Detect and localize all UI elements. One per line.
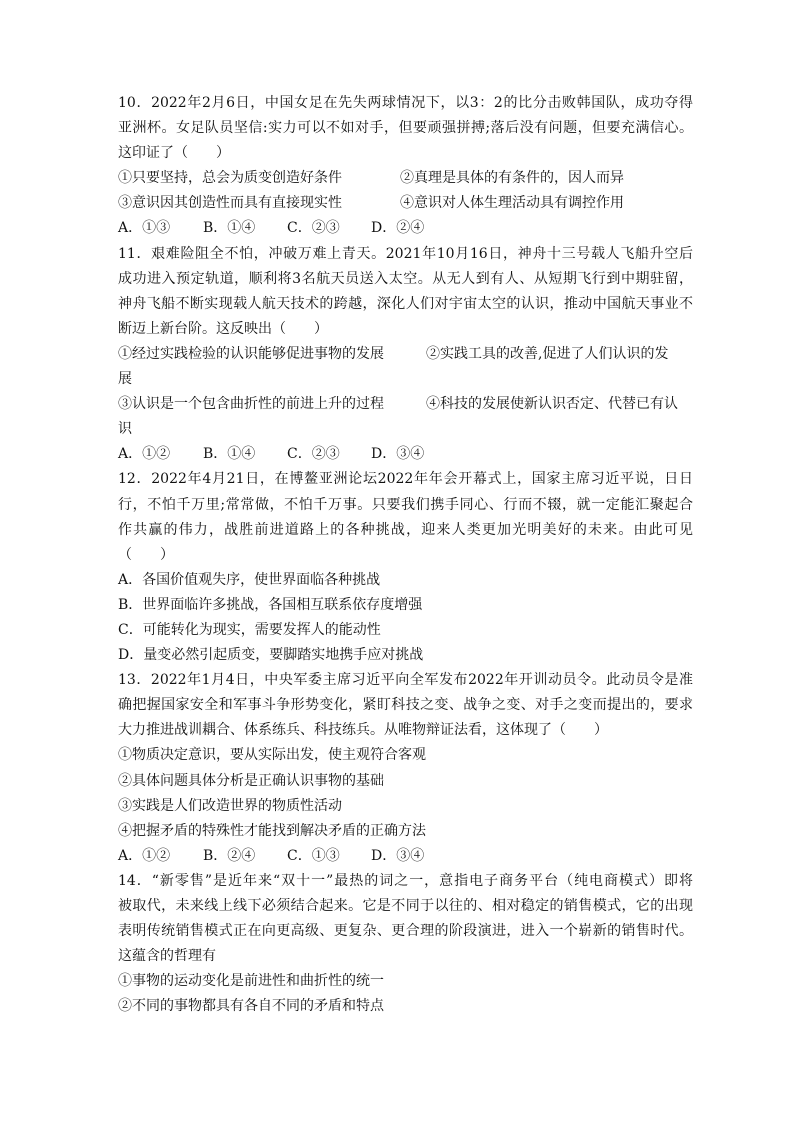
choice-d: D．量变必然引起质变，要脚踏实地携手应对挑战 [118, 647, 424, 664]
question-stem-line: 行，不怕千万里;常常做，不怕千万事。只要我们携手同心、行而不辍，就一定能汇聚起合 [118, 496, 693, 513]
question-stem-line: 表明传统销售模式正在向更高级、更复杂、更合理的阶段演进，进入一个崭新的销售时代。 [118, 923, 693, 940]
question-13 [118, 668, 693, 869]
question-stem-line: 大力推进战训耦合、体系练兵、科技练兵。从唯物辩证法看，这体现了（ ） [118, 722, 608, 739]
question-stem-line: 10．2022年2月6日，中国女足在先失两球情况下，以3：2的比分击败韩国队，成功夺得 [118, 95, 693, 111]
question-stem-line: 被取代，未来线上线下必须结合起来。它是不同于以往的、相对稳定的销售模式，它的出现 [118, 898, 693, 914]
choice-c: C．②③ [287, 220, 340, 237]
statement-2: ②真理是具体的有条件的，因人而异 [400, 170, 624, 187]
statement-1: ①事物的运动变化是前进性和曲折性的统一 [118, 973, 384, 990]
question-stem-line: 神舟飞船不断实现载人航天技术的跨越，深化人们对宇宙太空的认识，推动中国航天事业不 [118, 295, 693, 312]
statement-row [118, 191, 693, 216]
statement-row [118, 392, 693, 417]
statement-2: ②不同的事物都具有各自不同的矛盾和特点 [118, 998, 384, 1015]
answer-choices [118, 844, 693, 869]
choice-a: A．①② [118, 446, 171, 463]
question-stem-line: 这蕴含的哲理有 [118, 948, 216, 965]
choice-b: B．①④ [203, 220, 256, 237]
question-stem-line: 14．“新零售”是近年来“双十一”最热的词之一，意指电子商务平台（纯电商模式）即将 [118, 872, 693, 889]
question-stem-line: 12．2022年4月21日，在博鳌亚洲论坛2022年年会开幕式上，国家主席习近平说，日日 [118, 471, 693, 488]
choice-d: D．③④ [371, 446, 425, 463]
question-stem-line: 亚洲杯。女足队员坚信:实力可以不如对手，但要顽强拼搏;落后没有问题，但要充满信心。 [118, 120, 693, 137]
choice-a: A．①② [118, 847, 171, 864]
question-stem-line: 这印证了（ ） [118, 145, 230, 162]
answer-choices [118, 216, 693, 241]
question-11 [118, 242, 693, 468]
statement-3: ③意识因其创造性而具有直接现实性 [118, 195, 342, 212]
statement-3: ③实践是人们改造世界的物质性活动 [118, 797, 342, 814]
statement-row [118, 342, 693, 367]
choice-c: C．②③ [287, 446, 340, 463]
statement-4-wrap: 识 [118, 421, 132, 438]
choice-b: B．世界面临许多挑战，各国相互联系依存度增强 [118, 596, 423, 613]
statement-2: ②实践工具的改善,促进了人们认识的发 [426, 345, 669, 362]
choice-a: A．各国价值观失序，使世界面临各种挑战 [118, 571, 381, 588]
exam-page [118, 91, 693, 1019]
question-12 [118, 467, 693, 668]
choice-c: C．可能转化为现实，需要发挥人的能动性 [118, 621, 381, 638]
statement-1: ①物质决定意识，要从实际出发，使主观符合客观 [118, 747, 426, 764]
statement-4: ④科技的发展使新认识否定、代替已有认 [426, 396, 678, 413]
statement-4: ④意识对人体生理活动具有调控作用 [400, 195, 624, 212]
choice-c: C．①③ [287, 847, 340, 864]
statement-row [118, 166, 693, 191]
choice-b: B．②④ [203, 847, 256, 864]
question-14 [118, 869, 693, 1020]
question-stem-line: 成功进入预定轨道，顺利将3名航天员送入太空。从无人到有人、从短期飞行到中期驻留， [118, 270, 693, 287]
choice-d: D．③④ [371, 847, 425, 864]
question-stem-line: 确把握国家安全和军事斗争形势变化，紧盯科技之变、战争之变、对手之变而提出的，要求 [118, 697, 693, 714]
statement-2-wrap: 展 [118, 371, 132, 388]
question-10 [118, 91, 693, 242]
answer-choices [118, 442, 693, 467]
question-stem-line: 作共赢的伟力，战胜前进道路上的各种挑战，迎来人类更加光明美好的未来。由此可见 [118, 521, 693, 538]
question-stem-line: （ ） [118, 546, 174, 563]
choice-a: A．①③ [118, 220, 171, 237]
question-stem-line: 11．艰难险阻全不怕，冲破万难上青天。2021年10月16日，神舟十三号载人飞船升空后 [118, 245, 693, 262]
question-stem-line: 断迈上新台阶。这反映出（ ） [118, 320, 328, 337]
statement-2: ②具体问题具体分析是正确认识事物的基础 [118, 772, 384, 789]
statement-1: ①只要坚持，总会为质变创造好条件 [118, 170, 342, 187]
question-stem-line: 13．2022年1月4日，中央军委主席习近平向全军发布2022年开训动员令。此动员令是准 [118, 672, 693, 689]
statement-4: ④把握矛盾的特殊性才能找到解决矛盾的正确方法 [118, 822, 426, 839]
statement-3: ③认识是一个包含曲折性的前进上升的过程 [118, 396, 384, 413]
choice-d: D．②④ [371, 220, 425, 237]
choice-b: B．①④ [203, 446, 256, 463]
statement-1: ①经过实践检验的认识能够促进事物的发展 [118, 345, 384, 362]
